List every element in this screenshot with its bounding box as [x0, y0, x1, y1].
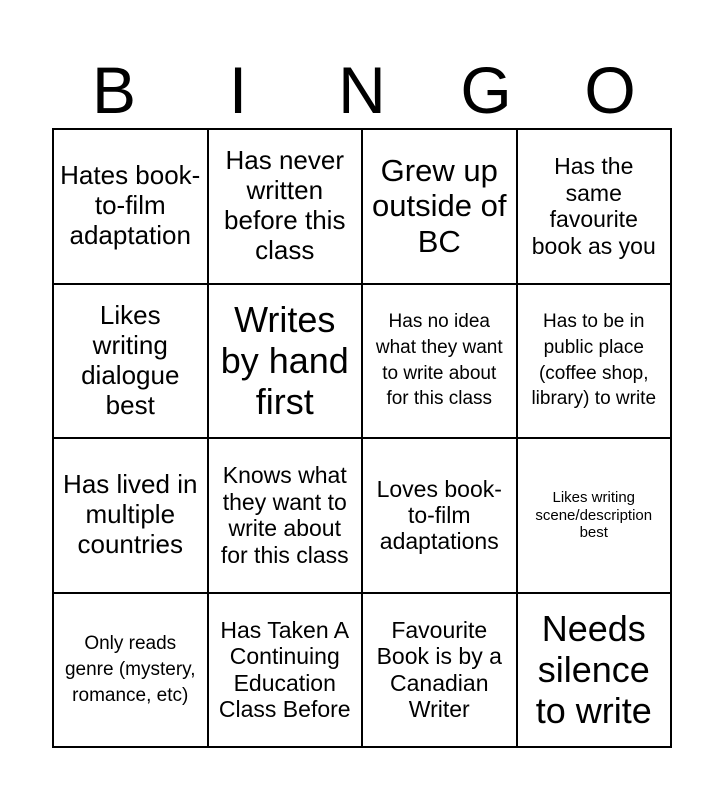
cell-text: Knows what they want to write about for this class — [220, 462, 349, 568]
cell-text: Likes writing scene/description best — [535, 489, 653, 541]
bingo-cell[interactable] — [53, 438, 208, 593]
cell-text: Needs silence to write — [535, 607, 652, 732]
bingo-cell[interactable] — [362, 284, 517, 439]
bingo-cell[interactable] — [362, 593, 517, 748]
cell-text: Favourite Book is by a Canadian Writer — [376, 616, 502, 723]
cell-text: Has never written before this class — [224, 145, 346, 266]
header-letter-n: N — [338, 53, 386, 127]
header-letter-g: G — [460, 53, 512, 127]
cell-text: Has to be in public place (coffee shop, library) to write — [531, 311, 657, 410]
bingo-cell[interactable] — [362, 438, 517, 593]
cell-text: Writes by hand first — [220, 298, 349, 423]
bingo-cell[interactable] — [53, 129, 208, 284]
bingo-cell[interactable] — [208, 284, 363, 439]
header-letter-i: I — [228, 53, 248, 127]
bingo-board — [52, 128, 672, 748]
cell-text: Loves book-to-film adaptations — [376, 475, 502, 555]
cell-text: Has no idea what they want to write about for this class — [375, 311, 503, 410]
bingo-cell[interactable] — [517, 129, 672, 284]
bingo-cell[interactable] — [208, 438, 363, 593]
bingo-cell[interactable] — [517, 284, 672, 439]
bingo-cell[interactable] — [362, 129, 517, 284]
bingo-cell[interactable] — [208, 593, 363, 748]
bingo-cell[interactable] — [53, 284, 208, 439]
bingo-cell[interactable] — [208, 129, 363, 284]
bingo-cell[interactable] — [517, 593, 672, 748]
cell-text: Grew up outside of BC — [372, 152, 507, 260]
cell-text: Has the same favourite book as you — [531, 153, 656, 259]
header-letter-o: O — [584, 53, 636, 127]
cell-text: Has lived in multiple countries — [63, 469, 198, 560]
bingo-cell[interactable] — [53, 593, 208, 748]
bingo-header — [52, 52, 672, 128]
bingo-cell[interactable] — [517, 438, 672, 593]
header-letter-b: B — [91, 53, 137, 127]
cell-text: Likes writing dialogue best — [81, 299, 180, 420]
cell-text: Has Taken A Continuing Education Class Before — [218, 616, 351, 723]
cell-text: Hates book-to-film adaptation — [60, 160, 201, 251]
cell-text: Only reads genre (mystery, romance, etc) — [64, 633, 196, 706]
